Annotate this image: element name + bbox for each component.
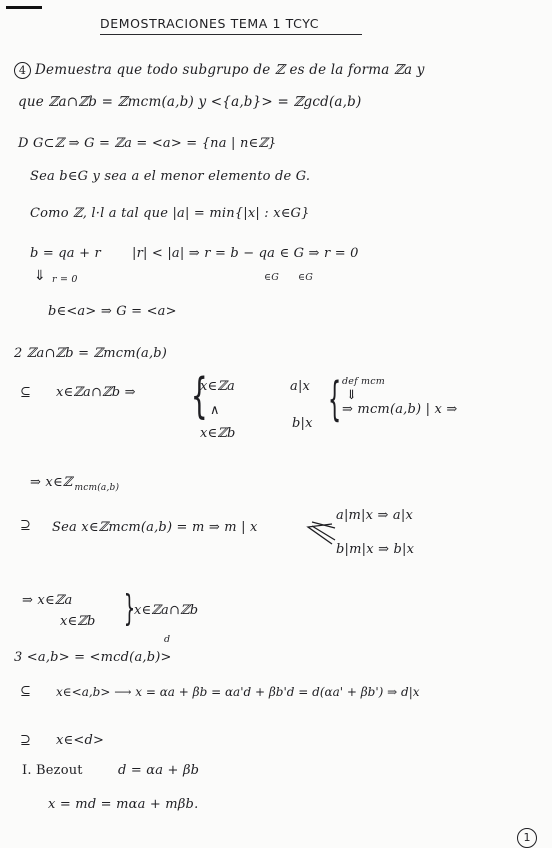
page-title: DEMOSTRACIONES TEMA 1 TCYC bbox=[100, 16, 320, 31]
part3-in-b: x∈ℤb bbox=[60, 614, 96, 629]
part1-division: b = qa + r bbox=[30, 246, 101, 261]
part2-case-2: x∈ℤb bbox=[200, 426, 236, 441]
part4-header: 3 <a,b> = <mcd(a,b)> bbox=[14, 650, 172, 665]
part3-superset-mark: ⊇ bbox=[20, 518, 32, 533]
part3-in-a: ⇒ x∈ℤa bbox=[22, 593, 73, 608]
part4-bezout-label: I. Bezout bbox=[22, 763, 83, 778]
part4-line-1: x∈<a,b> ⟶ x = αa + βb = αa'd + βb'd = d(αa' + βb') ⇒ d|x bbox=[56, 685, 420, 699]
problem-text-1: Demuestra que todo subgrupo de ℤ es de la forma ℤa y bbox=[35, 62, 425, 78]
part2-result-text: ⇒ x∈ℤ bbox=[30, 475, 73, 490]
part4-line-2: x∈<d> bbox=[56, 733, 105, 748]
page-number: 1 bbox=[517, 828, 537, 848]
part1-r0: r = 0 bbox=[52, 274, 78, 285]
part2-brace-2: { bbox=[328, 372, 342, 426]
part1-mark-2: ∈G bbox=[298, 272, 314, 283]
part2-a-div-x: a|x bbox=[290, 379, 311, 394]
part1-rbound: |r| < |a| ⇒ r = b − qa ∈ G ⇒ r = 0 bbox=[132, 246, 359, 261]
part2-down-arrow: ⇓ bbox=[346, 388, 358, 403]
part2-case-1: x∈ℤa bbox=[200, 379, 235, 394]
part3-branch-2: b|m|x ⇒ b|x bbox=[336, 542, 415, 557]
part2-subset-mark: ⊆ bbox=[20, 385, 32, 400]
part4-final: x = md = mαa + mβb. bbox=[48, 797, 199, 812]
part2-result-sub: mcm(a,b) bbox=[74, 483, 120, 493]
part1-down-arrow: ⇓ bbox=[34, 268, 46, 284]
part3-conclusion: x∈ℤa∩ℤb bbox=[134, 603, 199, 618]
part1-conclusion: b∈<a> ⇒ G = <a> bbox=[48, 304, 177, 319]
part1-sea: Sea b∈G y sea a el menor elemento de G. bbox=[30, 169, 311, 184]
part1-mark-1: ∈G bbox=[264, 272, 280, 283]
part3-branch-1: a|m|x ⇒ a|x bbox=[336, 508, 413, 523]
part2-x-in: x∈ℤa∩ℤb ⇒ bbox=[56, 385, 136, 400]
part2-def-mcm: def mcm bbox=[342, 376, 385, 387]
part2-header: 2 ℤa∩ℤb = ℤmcm(a,b) bbox=[14, 346, 168, 361]
part2-brace: { bbox=[190, 368, 208, 424]
part4-mcd-label: d bbox=[164, 634, 171, 645]
part3-sea: Sea x∈ℤmcm(a,b) = m ⇒ m | x bbox=[52, 520, 258, 535]
problem-number: 4 bbox=[14, 62, 31, 79]
part3-brace: } bbox=[123, 588, 136, 629]
part2-mcm-div: ⇒ mcm(a,b) | x ⇒ bbox=[342, 402, 458, 417]
part2-and: ∧ bbox=[210, 403, 220, 418]
part4-bezout: d = αa + βb bbox=[118, 763, 200, 778]
part1-como: Como ℤ, l·l a tal que |a| = min{|x| : x∈G} bbox=[30, 206, 310, 221]
part4-superset-mark: ⊇ bbox=[20, 733, 32, 748]
part1-header: D G⊂ℤ ⇒ G = ℤa = <a> = {na | n∈ℤ} bbox=[18, 136, 277, 151]
part4-subset-mark: ⊆ bbox=[20, 684, 32, 699]
problem-line-2: que ℤa∩ℤb = ℤmcm(a,b) y <{a,b}> = ℤgcd(a,b) bbox=[18, 94, 362, 110]
part2-b-div-x: b|x bbox=[292, 416, 313, 431]
